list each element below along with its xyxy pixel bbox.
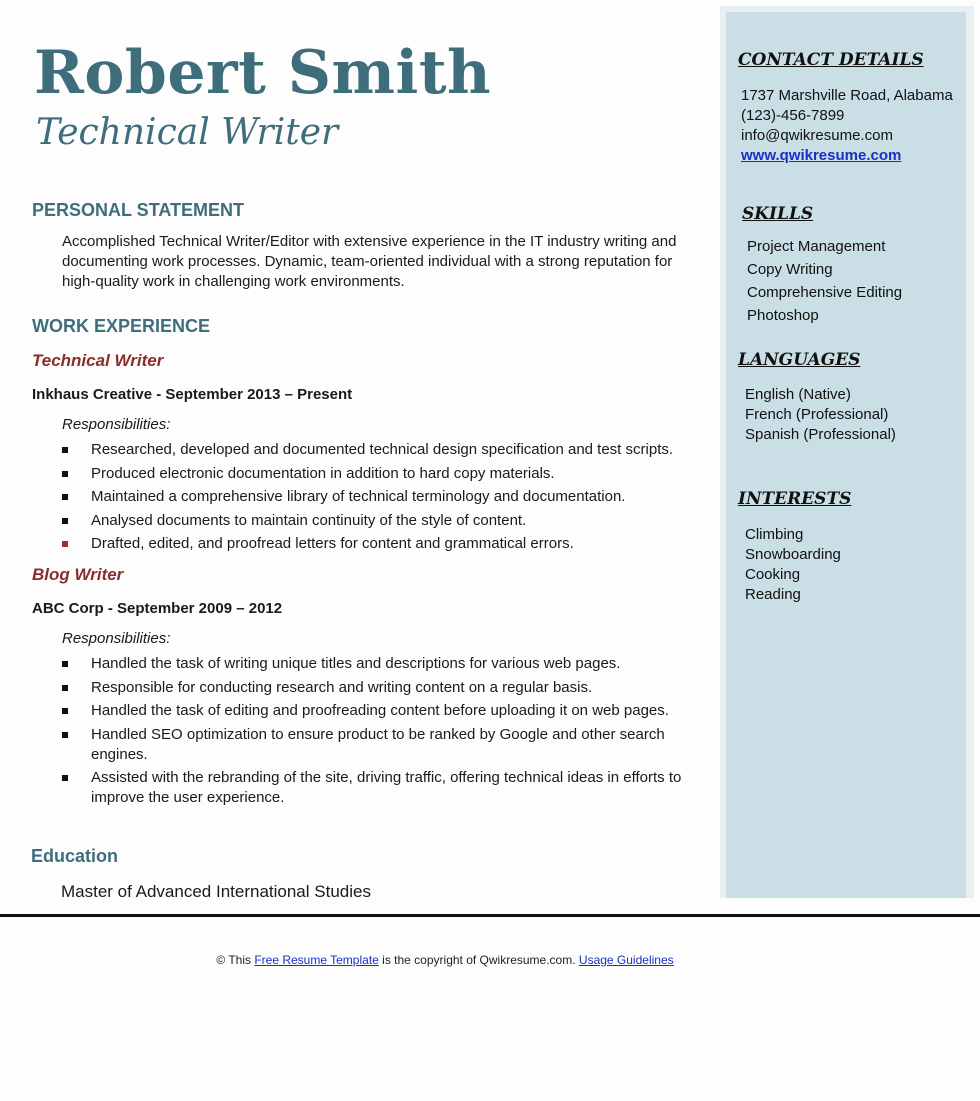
footer-copyright xyxy=(0,953,890,967)
bullet-item xyxy=(62,440,692,460)
job-company: Inkhaus Creative - September 2013 – Present xyxy=(32,386,353,403)
bullet-text: Handled the task of writing unique titles and descriptions for various web pages. xyxy=(91,655,621,672)
bullet-item xyxy=(62,654,692,674)
candidate-title: Technical Writer xyxy=(36,112,339,153)
language-item: Spanish (Professional) xyxy=(745,426,896,443)
bullet-square-icon xyxy=(62,732,68,738)
interest-item: Snowboarding xyxy=(745,546,841,563)
skill-item: Project Management xyxy=(747,238,886,255)
bullet-square-icon xyxy=(62,494,68,500)
bullet-text: Analysed documents to maintain continuity of the style of content. xyxy=(91,511,527,529)
languages-heading: LANGUAGES xyxy=(738,350,861,370)
bullet-square-icon xyxy=(62,447,68,453)
job-bullets xyxy=(62,440,692,558)
bullet-text: Assisted with the rebranding of the site, driving traffic, offering technical ideas in efforts to improve the user experience. xyxy=(91,769,682,807)
education-heading: Education xyxy=(31,846,119,866)
free-resume-template-link[interactable]: Free Resume Template xyxy=(254,953,379,967)
bullet-item xyxy=(62,768,692,808)
bullet-item xyxy=(62,464,692,484)
bullet-text: Researched, developed and documented technical design specification and test scripts. xyxy=(91,441,674,458)
interests-heading: INTERESTS xyxy=(738,489,852,509)
footer-prefix: © This xyxy=(216,953,255,967)
bullet-square-icon xyxy=(62,518,68,524)
bullet-item xyxy=(62,678,692,698)
bullet-item xyxy=(62,701,692,721)
bullet-item xyxy=(62,534,692,554)
bullet-square-icon xyxy=(62,541,68,547)
page-divider xyxy=(0,914,980,917)
contact-address: 1737 Marshville Road, Alabama xyxy=(741,87,953,104)
bullet-text: Maintained a comprehensive library of technical terminology and documentation. xyxy=(91,488,626,506)
bullet-text: Produced electronic documentation in addition to hard copy materials. xyxy=(91,464,555,482)
interest-item: Cooking xyxy=(745,566,801,583)
job-title: Technical Writer xyxy=(32,351,164,370)
contact-website-link[interactable]: www.qwikresume.com xyxy=(741,147,902,164)
skill-item: Photoshop xyxy=(747,307,819,324)
contact-email: info@qwikresume.com xyxy=(741,127,893,144)
bullet-item xyxy=(62,725,692,765)
bullet-item xyxy=(62,487,692,507)
personal-statement-text: Accomplished Technical Writer/Editor with extensive experience in the IT industry writing and documenting work processes. Dynamic, team-oriented individual with a strong reputation for high-quality work in challenging work environments. xyxy=(62,233,677,290)
bullet-square-icon xyxy=(62,471,68,477)
bullet-item xyxy=(62,511,692,531)
bullet-text: Handled the task of editing and proofreading content before uploading it on web pages. xyxy=(91,702,669,720)
contact-heading: CONTACT DETAILS xyxy=(738,50,924,70)
sidebar xyxy=(726,12,966,898)
contact-phone: (123)-456-7899 xyxy=(741,107,845,124)
language-item: English (Native) xyxy=(745,386,851,403)
interest-item: Climbing xyxy=(745,526,804,543)
bullet-square-icon xyxy=(62,708,68,714)
footer-middle: is the copyright of Qwikresume.com. xyxy=(378,953,579,967)
bullet-text: Drafted, edited, and proofread letters for content and grammatical errors. xyxy=(91,535,574,553)
bullet-text: Responsible for conducting research and writing content on a regular basis. xyxy=(91,678,593,696)
language-item: French (Professional) xyxy=(745,406,889,423)
candidate-name: Robert Smith xyxy=(34,38,492,108)
responsibilities-label: Responsibilities: xyxy=(62,416,171,433)
skills-heading: SKILLS xyxy=(742,204,814,224)
bullet-square-icon xyxy=(62,685,68,691)
responsibilities-label: Responsibilities: xyxy=(62,630,171,647)
work-experience-heading: WORK EXPERIENCE xyxy=(32,316,211,336)
bullet-text: Handled SEO optimization to ensure product to be ranked by Google and other search engines. xyxy=(91,725,665,763)
education-item: Master of Advanced International Studies xyxy=(61,882,371,901)
skill-item: Comprehensive Editing xyxy=(747,284,903,301)
bullet-square-icon xyxy=(62,661,68,667)
job-title: Blog Writer xyxy=(32,565,124,584)
job-company: ABC Corp - September 2009 – 2012 xyxy=(32,600,283,617)
interest-item: Reading xyxy=(745,586,801,603)
bullet-square-icon xyxy=(62,775,68,781)
job-bullets xyxy=(62,654,692,812)
usage-guidelines-link[interactable]: Usage Guidelines xyxy=(578,953,674,967)
personal-statement-heading: PERSONAL STATEMENT xyxy=(32,200,245,220)
skill-item: Copy Writing xyxy=(747,261,833,278)
